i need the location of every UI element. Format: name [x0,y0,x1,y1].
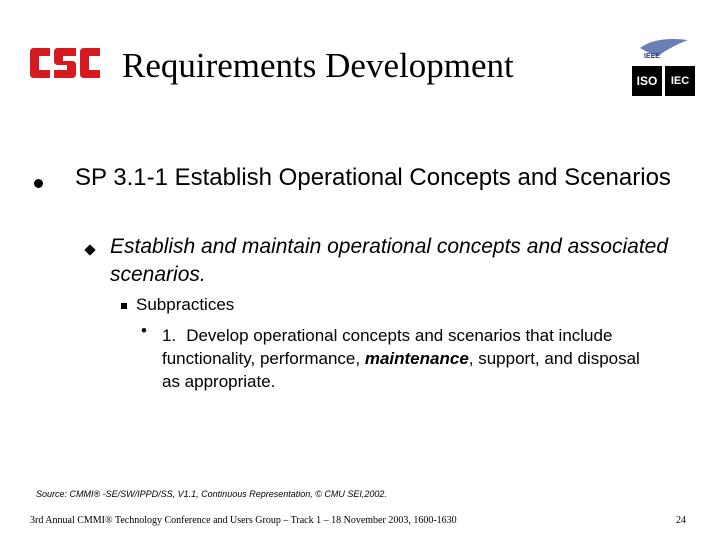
subpractice-text-before: Develop operational concepts and scenarios that include functionality, performance, [162,326,613,368]
bullet-diamond-icon [84,244,95,255]
bullet-small-dot-icon: • [141,321,147,340]
subpractice-emphasis: maintenance [364,349,469,368]
bullet-level4-text [162,324,662,393]
bullet-level2-text: Establish and maintain operational concepts and associated scenarios. [110,235,669,286]
iso-logo: ISO [632,66,662,96]
csc-logo [28,46,102,80]
footer-text: 3rd Annual CMMI® Technology Conference and Users Group – Track 1 – 18 November 2003, 1600-1630 [30,515,457,526]
certification-logos [630,36,698,100]
subpractice-text-after: , support, and disposal as appropriate. [162,349,640,391]
ieee-logo [632,36,696,60]
page-title: Requirements Development [122,46,514,85]
bullet-dot-icon [34,179,43,188]
bullet-level1-text: SP 3.1-1 Establish Operational Concepts and Scenarios [75,164,671,191]
source-citation: Source: CMMI® -SE/SW/IPPD/SS, V1.1, Continuous Representation, © CMU SEI,2002. [36,489,387,499]
bullet-square-icon [121,303,127,309]
svg-text:IEEE: IEEE [644,53,660,60]
bullet-level3-text: Subpractices [136,295,235,314]
page-number: 24 [676,515,686,526]
subpractice-number: 1. [162,326,177,345]
iec-logo: IEC [665,66,695,96]
